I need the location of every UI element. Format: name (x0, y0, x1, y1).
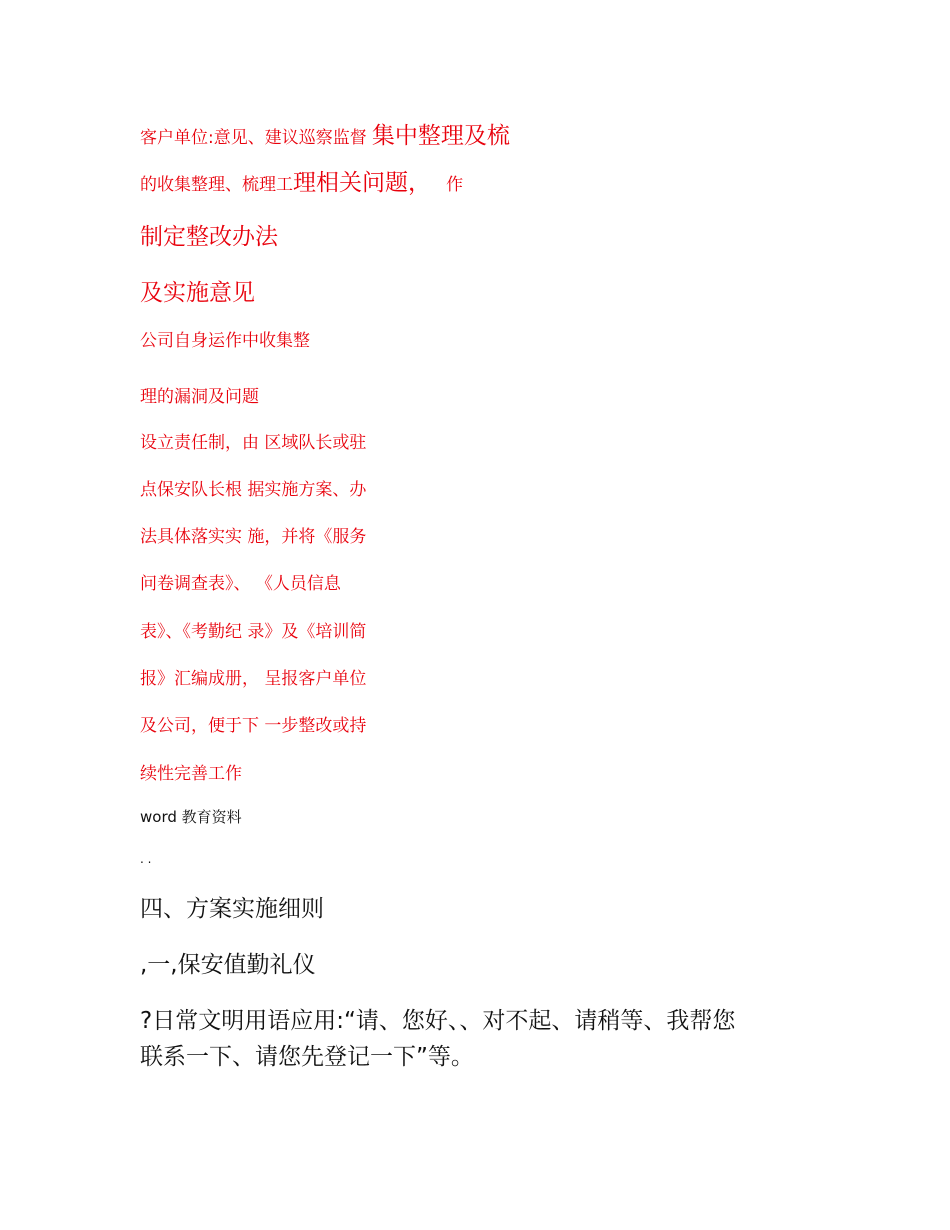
red-line-9: 法具体落实实 施，并将《服务 (140, 527, 367, 547)
red-line-8: 点保安队长根 据实施方案、办 (140, 480, 367, 500)
red-line-2 (140, 170, 463, 198)
red-line-2-tail: 作 (446, 175, 464, 195)
red-line-2-big: 理相关问题， (293, 170, 431, 196)
red-heading-1: 制定整改办法 (140, 224, 278, 250)
red-line-1-big: 集中整理及梳 (371, 123, 510, 149)
red-line-11: 表》、《考勤纪 录》及《培训简 (140, 622, 367, 642)
red-line-5: 公司自身运作中收集整 (140, 331, 310, 351)
red-line-7: 设立责任制，由 区域队长或驻 (140, 433, 367, 453)
red-line-1-small: 客户单位:意见、建议巡察监督 (140, 128, 367, 148)
red-line-12: 报》汇编成册， 呈报客户单位 (140, 669, 367, 689)
red-heading-2: 及实施意见 (140, 280, 255, 306)
red-line-10: 问卷调查表》、 《人员信息 (140, 574, 341, 594)
section-heading: 四、方案实施细则 (140, 896, 324, 922)
red-line-14: 续性完善工作 (140, 764, 242, 784)
red-line-13: 及公司，便于下 一步整改或持 (140, 716, 367, 736)
red-line-1 (140, 123, 510, 151)
paragraph-line-2: 联系一下、请您先登记一下”等。 (140, 1044, 474, 1070)
red-line-6: 理的漏洞及问题 (140, 387, 259, 407)
paragraph-line-1: ?日常文明用语应用:“请、您好、、对不起、请稍等、我帮您 (140, 1008, 736, 1034)
dots-marker: . . (140, 852, 152, 866)
section-subheading: ,一,保安值勤礼仪 (140, 952, 316, 978)
watermark-text: word 教育资料 (140, 808, 242, 826)
red-line-2-small: 的收集整理、梳理工 (140, 175, 293, 195)
